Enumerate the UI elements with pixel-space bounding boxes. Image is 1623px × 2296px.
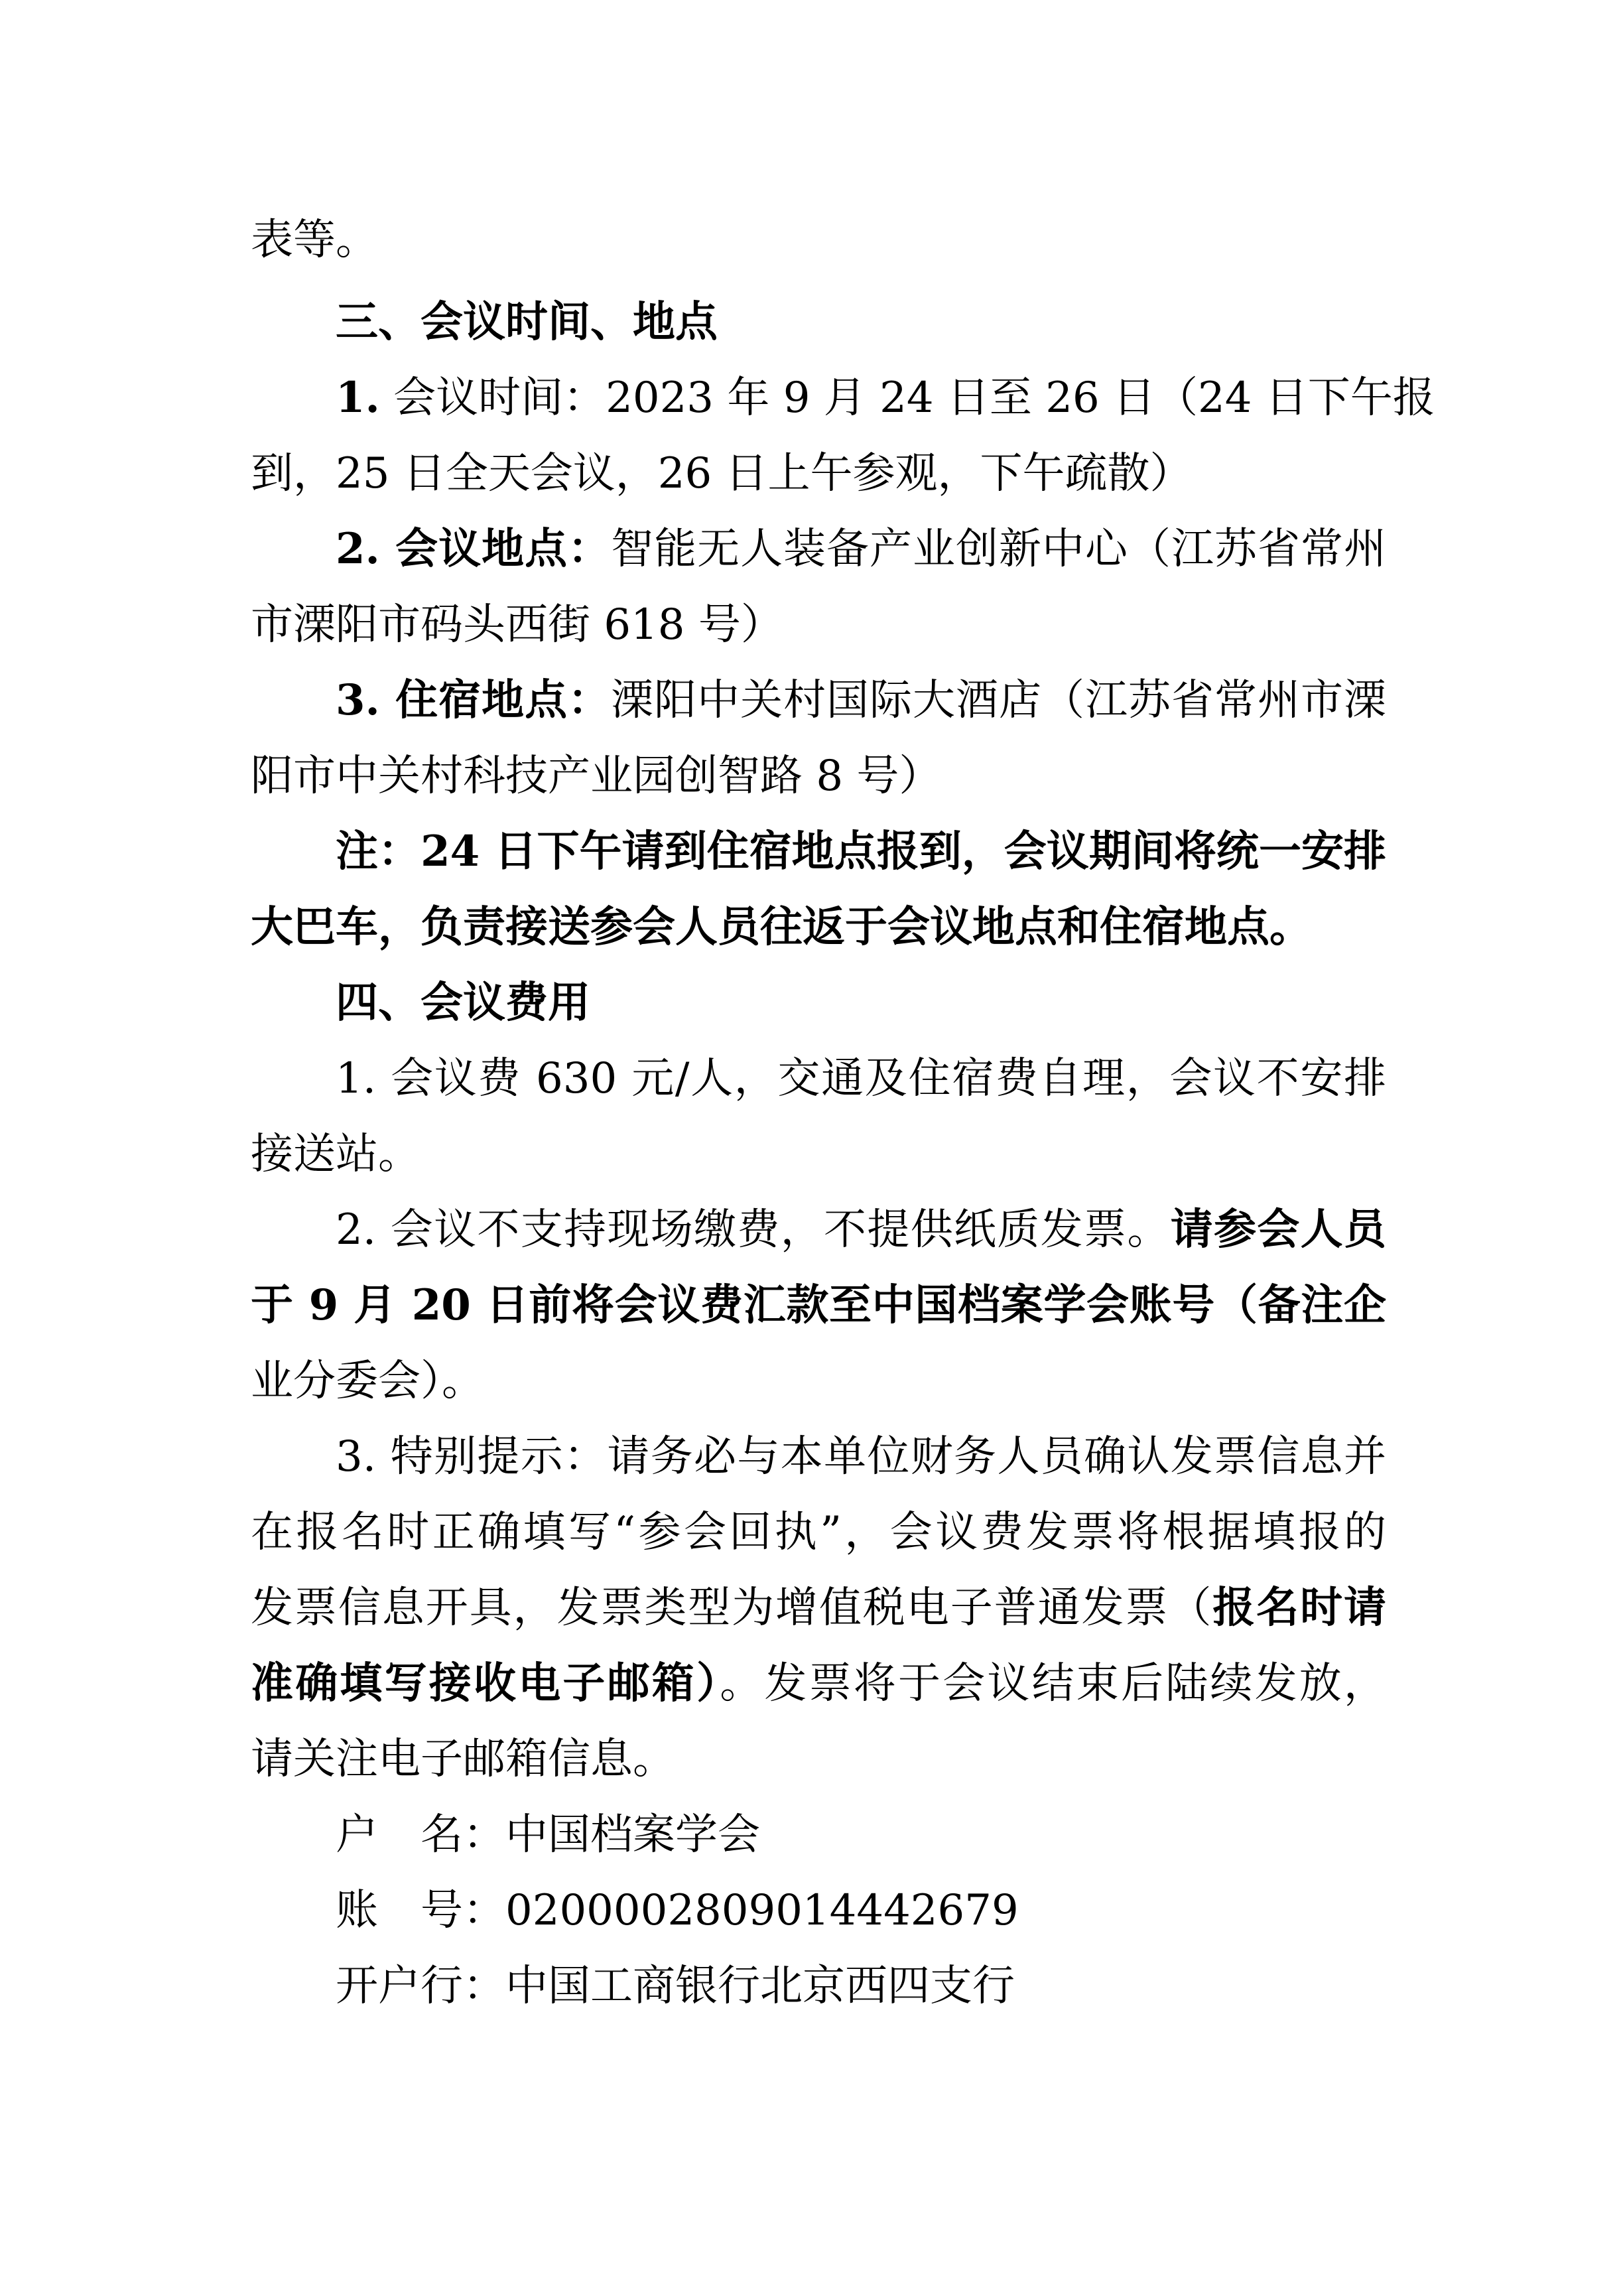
text-fragment: 到，25 日全天会议，26 日上午参观，下午疏散）	[251, 449, 1193, 498]
text-fragment-bold: 请参会人员	[1170, 1205, 1387, 1254]
text-fragment: 接送站。	[251, 1130, 421, 1179]
item-number: 1.	[336, 373, 380, 423]
paragraph-line	[336, 1052, 1386, 1105]
paragraph-line	[251, 1279, 1386, 1332]
item-label: 住宿地点：	[379, 675, 612, 725]
account-bank-label: 开户行：	[336, 1962, 505, 2011]
heading-text: 三、会议时间、地点	[336, 298, 718, 347]
account-name-label: 户 名：	[336, 1810, 505, 1859]
item-label: 会议地点：	[379, 524, 612, 574]
text-fragment-bold: 于 9 月 20 日前将会议费汇款至中国档案学会账号（备注企	[251, 1280, 1386, 1330]
account-number-label: 账 号：	[336, 1886, 505, 1935]
text-fragment: 2. 会议不支持现场缴费，不提供纸质发票。	[336, 1205, 1171, 1254]
paragraph-line	[251, 1582, 1386, 1635]
item-number: 2.	[336, 524, 380, 574]
paragraph-line	[336, 674, 1386, 727]
account-name-row	[336, 1808, 1471, 1861]
paragraph-line	[251, 1657, 1386, 1710]
paragraph-line	[336, 371, 1435, 425]
text-fragment: 1. 会议费 630 元/人，交通及住宿费自理，会议不安排	[336, 1054, 1386, 1103]
section-heading-time-place	[336, 296, 1386, 349]
paragraph-line	[336, 1430, 1386, 1483]
text-fragment: 表等。	[251, 216, 378, 265]
text-fragment: 。发票将于会议结束后陆续发放，	[720, 1659, 1387, 1708]
text-fragment: 24 日下午请到住宿地点报到，会议期间将统一安排	[421, 827, 1387, 876]
paragraph-line	[251, 598, 1386, 651]
paragraph-line	[251, 1733, 1386, 1786]
paragraph-line	[251, 447, 1386, 500]
account-bank-row	[336, 1960, 1471, 2013]
paragraph-line	[336, 523, 1386, 576]
note-label: 注：	[336, 827, 421, 876]
account-bank-value: 中国工商银行北京西四支行	[505, 1962, 1015, 2011]
text-fragment: 发票信息开具，发票类型为增值税电子普通发票（	[251, 1584, 1213, 1633]
heading-text: 四、会议费用	[336, 979, 590, 1028]
paragraph-line	[251, 1355, 1386, 1408]
note-line	[336, 825, 1386, 878]
text-fragment: 请关注电子邮箱信息。	[251, 1735, 675, 1784]
item-number: 3.	[336, 675, 380, 725]
paragraph-line	[251, 214, 1386, 267]
text-fragment: 智能无人装备产业创新中心（江苏省常州	[611, 525, 1387, 574]
text-fragment-bold: 准确填写接收电子邮箱）	[251, 1658, 720, 1708]
text-fragment: 大巴车，负责接送参会人员往返于会议地点和住宿地点。	[251, 902, 1312, 952]
text-fragment: 会议时间：2023 年 9 月 24 日至 26 日（24 日下午报	[379, 373, 1435, 423]
text-fragment-bold: 报名时请	[1212, 1583, 1387, 1633]
text-fragment: 市溧阳市码头西街 618 号）	[251, 600, 783, 649]
account-name-value: 中国档案学会	[505, 1810, 760, 1859]
note-line	[251, 901, 1386, 954]
section-heading-fees	[336, 977, 1386, 1030]
text-fragment: 业分委会）。	[251, 1357, 484, 1406]
paragraph-line	[251, 1506, 1386, 1559]
account-number-row	[336, 1884, 1471, 1937]
text-fragment: 阳市中关村科技产业园创智路 8 号）	[251, 752, 942, 801]
paragraph-line	[251, 750, 1386, 803]
text-fragment: 3. 特别提示：请务必与本单位财务人员确认发票信息并	[336, 1432, 1386, 1481]
paragraph-line	[336, 1203, 1386, 1256]
account-number-value: 0200002809014442679	[505, 1886, 1019, 1935]
text-fragment: 溧阳中关村国际大酒店（江苏省常州市溧	[611, 676, 1387, 725]
text-fragment: 在报名时正确填写“参会回执”，会议费发票将根据填报的	[251, 1508, 1386, 1557]
paragraph-line	[251, 1128, 1386, 1181]
